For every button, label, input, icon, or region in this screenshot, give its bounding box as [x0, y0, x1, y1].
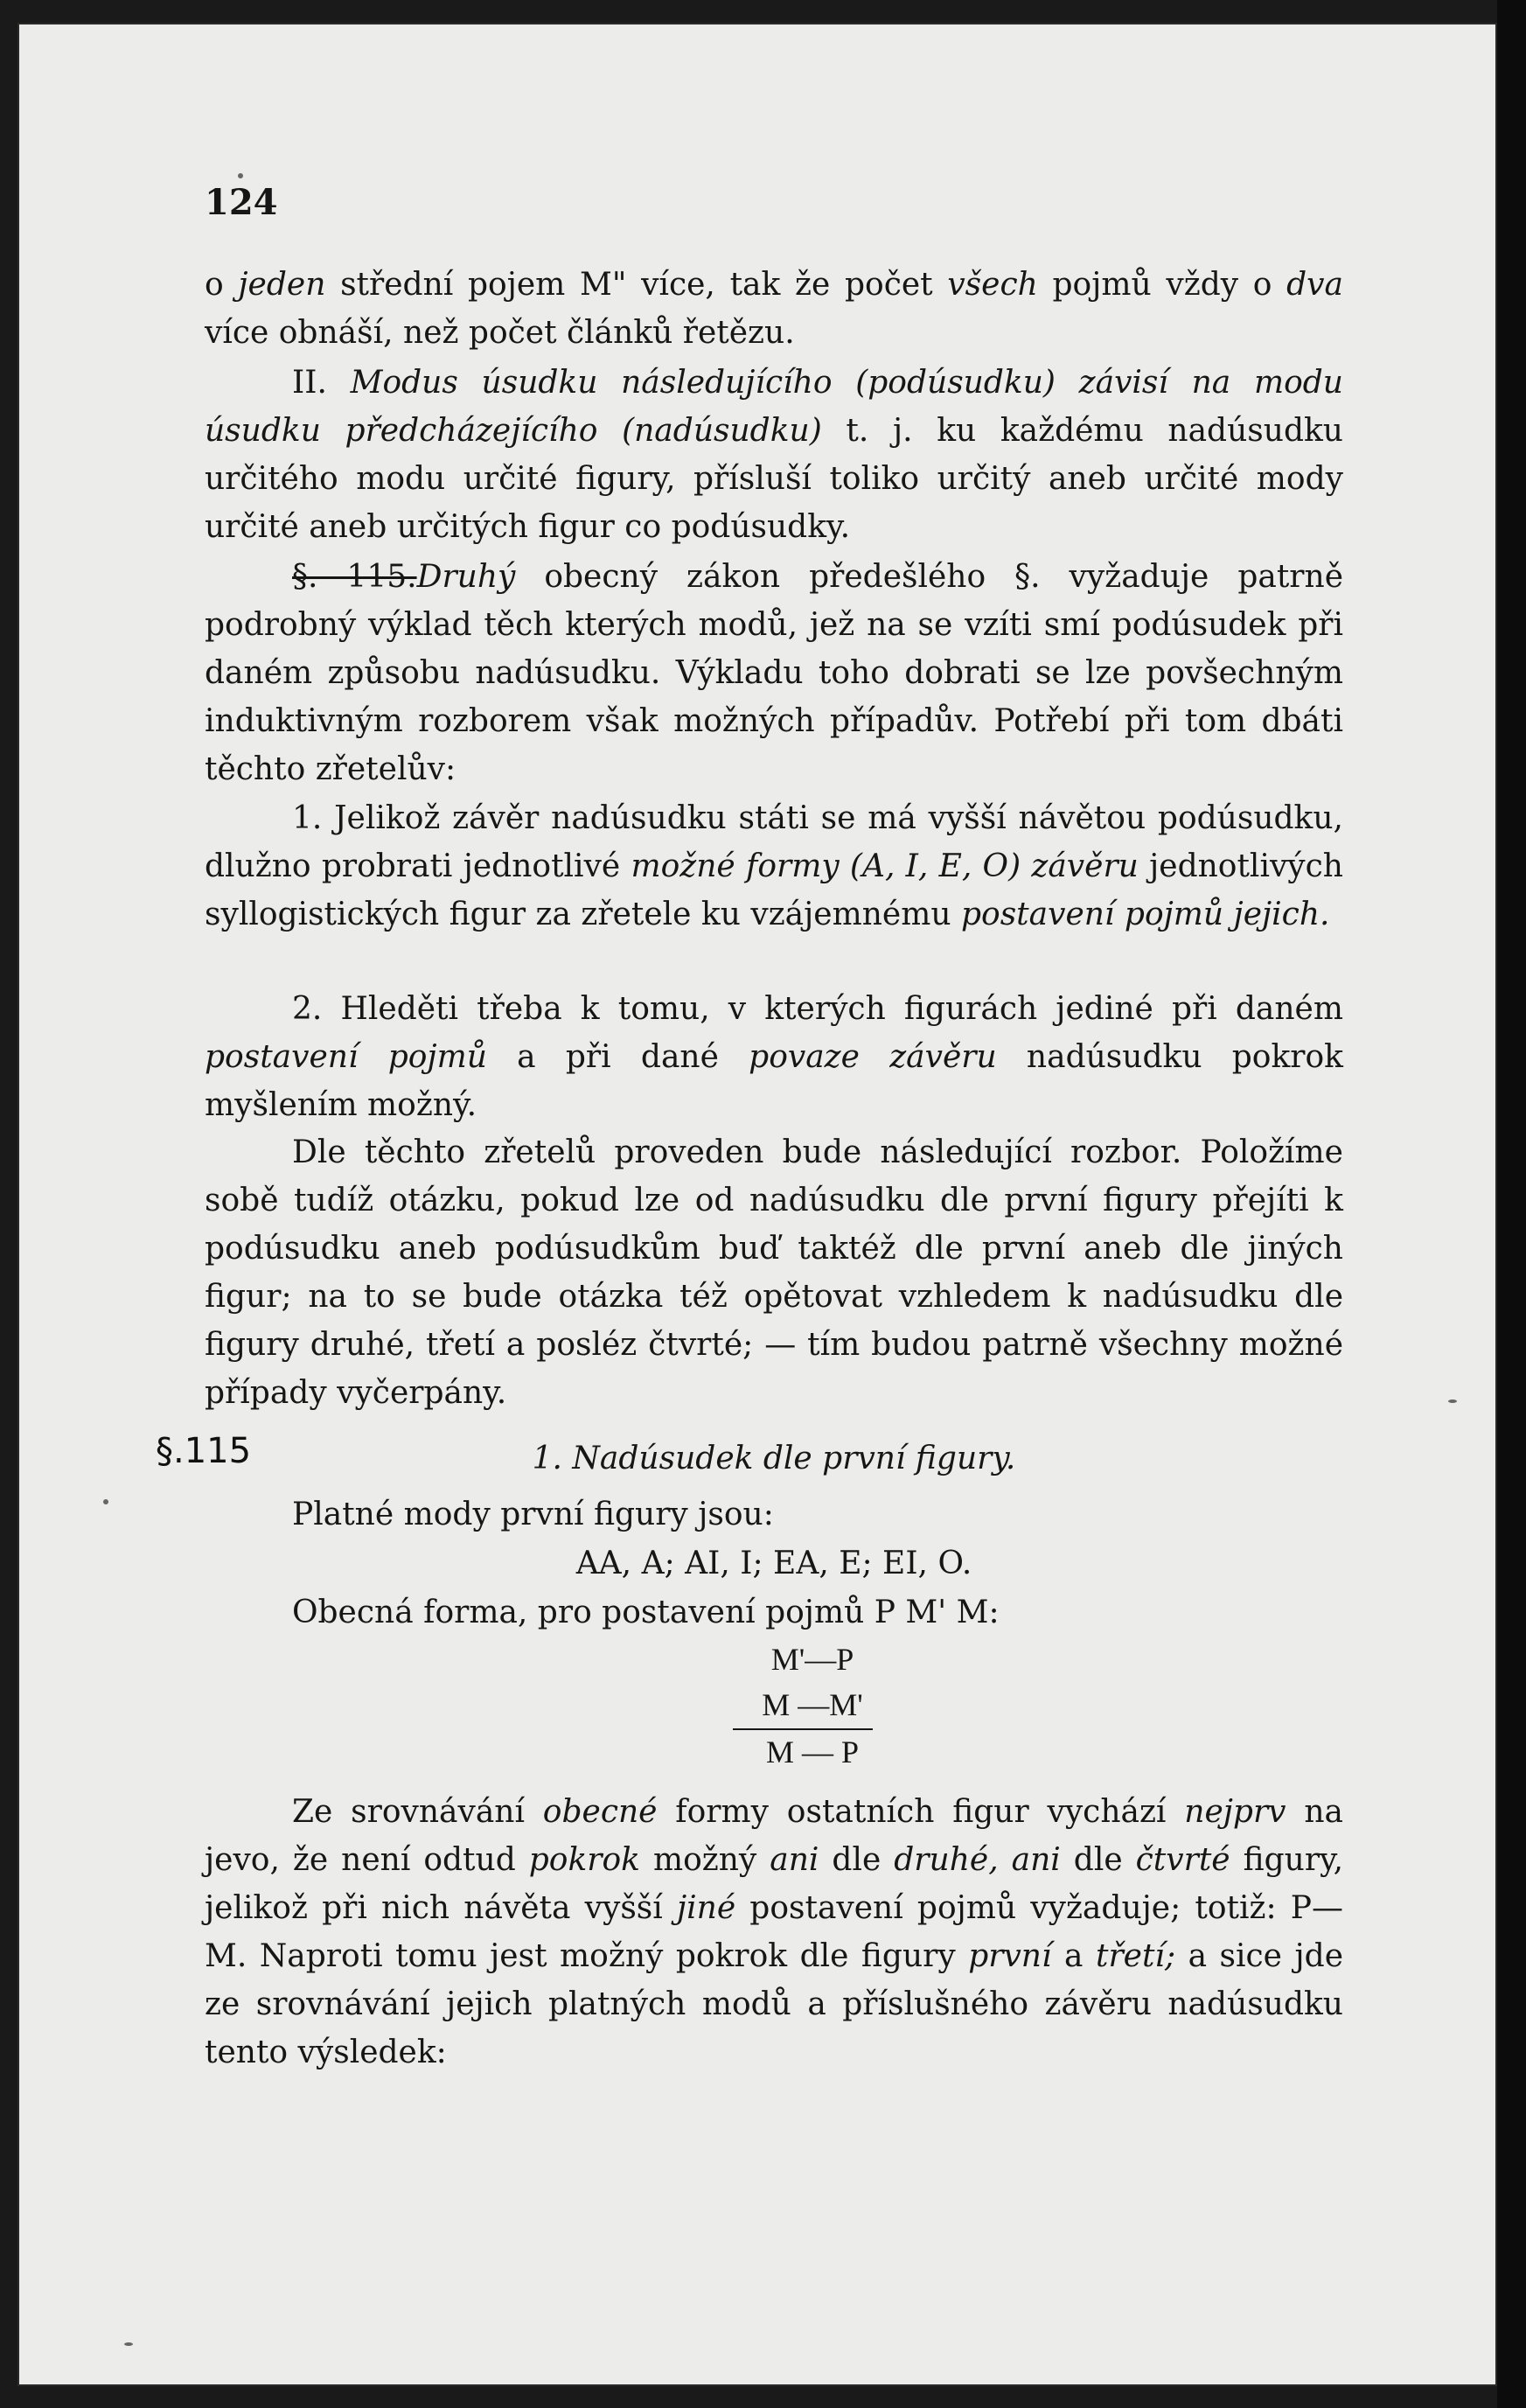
print-speck	[1448, 1399, 1457, 1403]
book-page	[19, 24, 1495, 2384]
paragraph-analysis: Dle těchto zřetelů proveden bude následující rozbor. Položíme sobě tudíž otázku, pokud lze od nadúsudku dle první figury přejíti k podúsudku aneb podúsudkům buď taktéž dle první aneb dle jiných figur; na to se bude otázka též opětovat vzhledem k nadúsudku dle figury druhé, třetí a posléz čtvrté; — tím budou patrně všechny možné případy vyčerpány.	[205, 1134, 1343, 1411]
valid-modes-label: Platné mody první figury jsou:	[292, 1497, 774, 1532]
print-speck	[238, 173, 243, 178]
paragraph-point-1: 1. Jelikož závěr nadúsudku státi se má vyšší návětou podúsudku, dlužno probrati jednotlivé možné formy (A, I, E, O) závěru jednotlivých syllogistických figur za zřetele ku vzájemnému postavení pojmů jejich.	[205, 800, 1343, 932]
print-speck	[103, 1499, 108, 1504]
paragraph-2: II. Modus úsudku následujícího (podúsudku) závisí na modu úsudku předcházejícího (nadúsudku) t. j. ku každému nadúsudku určitého modu určité figury, přísluší toliko určitý aneb určité mody určité aneb určitých figur co podúsudky.	[205, 365, 1343, 545]
section-heading: §.115 1. Nadúsudek dle první figury.	[205, 1434, 1343, 1483]
struck-section-number: §. 115.	[292, 559, 417, 595]
handwritten-margin-note: §.115	[156, 1431, 252, 1471]
scan-edge	[1497, 0, 1526, 2408]
paragraph-comparison: Ze srovnávání obecné formy ostatních figur vychází nejprv na jevo, že není odtud pokrok možný ani dle druhé, ani dle čtvrté figury, jelikož při nich návěta vyšší jiné postavení pojmů vyžaduje; totiž: P—M. Naproti tomu jest možný pokrok dle figury první a třetí; a sice jde ze srovnávání jejich platných modů a příslušného závěru nadúsudku tento výsledek:	[205, 1794, 1344, 2070]
print-speck	[124, 2342, 133, 2346]
general-form-label: Obecná forma, pro postavení pojmů P M' M:	[292, 1595, 1000, 1630]
paragraph-3: §. 115.Druhý obecný zákon předešlého §. vyžaduje patrně podrobný výklad těch kterých modů, jež na se vzíti smí podúsudek při daném způsobu nadúsudku. Výkladu toho dobrati se lze povšechným induktivným rozborem však možných případův. Potřebí při tom dbáti těchto zřetelův:	[205, 559, 1343, 787]
paragraph-1: o jeden střední pojem M" více, tak že počet všech pojmů vždy o dva více obnáší, než počet článků řetězu.	[205, 267, 1343, 351]
syllogism-premise-minor: M —M'	[762, 1687, 863, 1722]
syllogism-premise-major: M'—P	[770, 1642, 854, 1677]
page-number: 124	[205, 182, 278, 223]
paragraph-point-2: 2. Hleděti třeba k tomu, v kterých figurách jediné při daném postavení pojmů a při dané povaze závěru nadúsudku pokrok myšlením možný.	[205, 991, 1343, 1123]
syllogism-conclusion: M — P	[765, 1734, 860, 1769]
valid-modes-formula: AA, A; AI, I; EA, E; EI, O.	[575, 1546, 972, 1581]
